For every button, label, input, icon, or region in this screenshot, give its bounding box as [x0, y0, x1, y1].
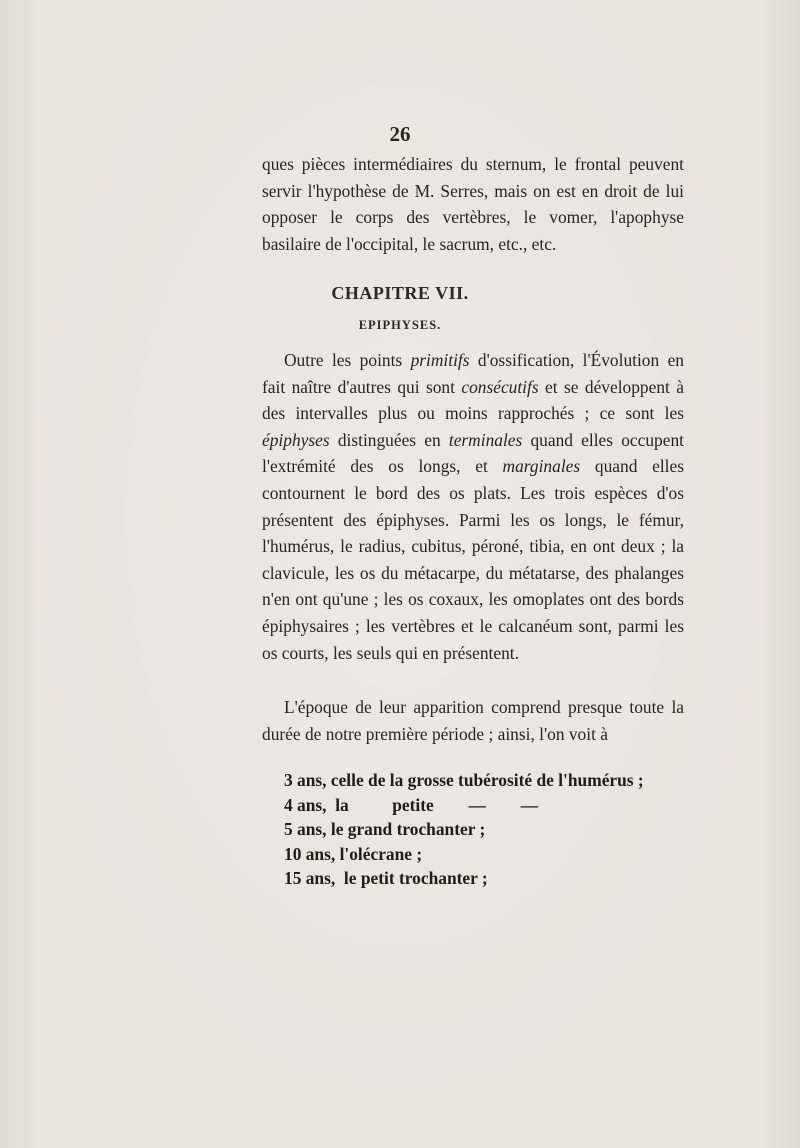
- text-run: distinguées en: [329, 429, 449, 450]
- epoque-paragraph: [262, 694, 684, 747]
- top-paragraph: [262, 151, 684, 257]
- text-run: quand elles contournent le bord des os plats. Les trois espèces d'os présentent des épiphyses. Parmi les os longs, le fémur, l'humérus, le radius, cubitus, péroné, tibia, en ont deux ; la clavicule, les os du métacarpe, du métatarse, des phalanges n'en ont qu'une ; les os coxaux, les omoplates ont des bords épiphysaires ; les vertèbres et le calcanéum sont, parmi les os courts, les seuls qui en présentent.: [262, 456, 684, 663]
- italic-term: marginales: [502, 456, 581, 477]
- age-list: [284, 768, 644, 891]
- chapter-title: CHAPITRE VII.: [331, 283, 469, 303]
- epiphyses-paragraph: [262, 347, 684, 666]
- italic-term: consécutifs: [461, 376, 539, 397]
- italic-term: terminales: [448, 429, 523, 450]
- list-item: 10 ans, l'olécrane ;: [284, 843, 423, 864]
- text-run: Outre les points: [284, 350, 411, 370]
- text-run: et se développent à des intervalles plus ou moins rapprochés ; ce sont les: [262, 376, 684, 424]
- paragraph-text: ques pièces intermédiaires du sternum, le frontal peuvent servir l'hypothèse de M. Serres, mais on est en droit de lui opposer le corps des vertèbres, le vomer, l'apophyse basilaire de l'occipital, le sacrum, etc., etc.: [262, 154, 684, 254]
- paragraph-text: L'époque de leur apparition comprend presque toute la durée de notre première période ; ainsi, l'on voit à: [262, 697, 684, 744]
- page-number: 26: [389, 122, 411, 146]
- text-run: d'ossification, l'Évolution en fait naître d'autres qui sont: [262, 350, 684, 397]
- list-item: 3 ans, celle de la grosse tubérosité de l'humérus ;: [284, 770, 644, 790]
- section-title: EPIPHYSES.: [358, 318, 442, 332]
- paragraph-text: [262, 347, 684, 666]
- italic-term: épiphyses: [262, 429, 330, 450]
- list-item: 5 ans, le grand trochanter ;: [284, 819, 486, 840]
- list-item: 4 ans, la petite — —: [284, 794, 539, 815]
- italic-term: primitifs: [410, 350, 470, 370]
- list-item: 15 ans, le petit trochanter ;: [284, 868, 488, 889]
- text-run: quand elles occupent l'extrémité des os longs, et: [262, 429, 684, 477]
